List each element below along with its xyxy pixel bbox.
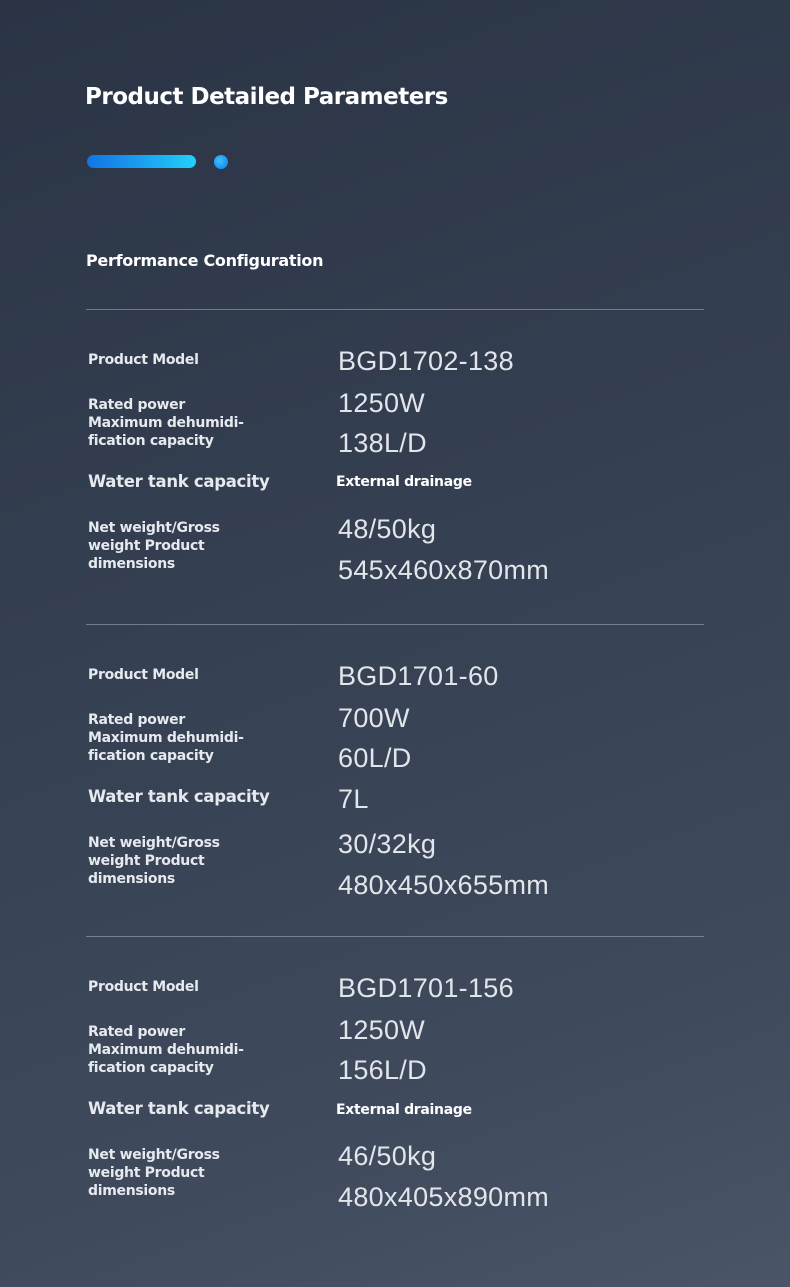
product-model-value: BGD1701-156 bbox=[338, 973, 514, 1003]
dehumidification-value: 138L/D bbox=[338, 428, 427, 458]
rated-power-value: 1250W bbox=[338, 388, 426, 418]
product-model-value: BGD1702-138 bbox=[338, 346, 514, 376]
page-title: Product Detailed Parameters bbox=[85, 84, 448, 110]
power-capacity-label: Rated power Maximum dehumidi- fication capacity bbox=[88, 712, 244, 764]
weight-dimensions-label: Net weight/Gross weight Product dimensions bbox=[88, 1147, 220, 1199]
power-capacity-label: Rated power Maximum dehumidi- fication capacity bbox=[88, 397, 244, 449]
section-heading: Performance Configuration bbox=[86, 251, 324, 270]
product-model-label: Product Model bbox=[88, 667, 199, 683]
accent-bar bbox=[87, 155, 196, 168]
product-model-value: BGD1701-60 bbox=[338, 661, 499, 691]
product-model-label: Product Model bbox=[88, 352, 199, 368]
weight-value: 48/50kg bbox=[338, 514, 437, 544]
dimensions-value: 480x450x655mm bbox=[338, 870, 550, 900]
weight-dimensions-label: Net weight/Gross weight Product dimensions bbox=[88, 520, 220, 572]
water-tank-label: Water tank capacity bbox=[88, 1099, 270, 1118]
divider bbox=[86, 624, 704, 625]
weight-value: 30/32kg bbox=[338, 829, 437, 859]
water-tank-value: External drainage bbox=[336, 474, 472, 490]
dehumidification-value: 60L/D bbox=[338, 743, 412, 773]
weight-value: 46/50kg bbox=[338, 1141, 437, 1171]
water-tank-value: External drainage bbox=[336, 1102, 472, 1118]
power-capacity-label: Rated power Maximum dehumidi- fication capacity bbox=[88, 1024, 244, 1076]
rated-power-value: 700W bbox=[338, 703, 410, 733]
dehumidification-value: 156L/D bbox=[338, 1055, 427, 1085]
water-tank-value: 7L bbox=[338, 784, 369, 814]
divider bbox=[86, 936, 704, 937]
divider bbox=[86, 309, 704, 310]
product-model-label: Product Model bbox=[88, 979, 199, 995]
water-tank-label: Water tank capacity bbox=[88, 472, 270, 491]
dimensions-value: 545x460x870mm bbox=[338, 555, 550, 585]
dimensions-value: 480x405x890mm bbox=[338, 1182, 550, 1212]
accent-dot bbox=[214, 155, 228, 169]
rated-power-value: 1250W bbox=[338, 1015, 426, 1045]
weight-dimensions-label: Net weight/Gross weight Product dimensions bbox=[88, 835, 220, 887]
water-tank-label: Water tank capacity bbox=[88, 787, 270, 806]
